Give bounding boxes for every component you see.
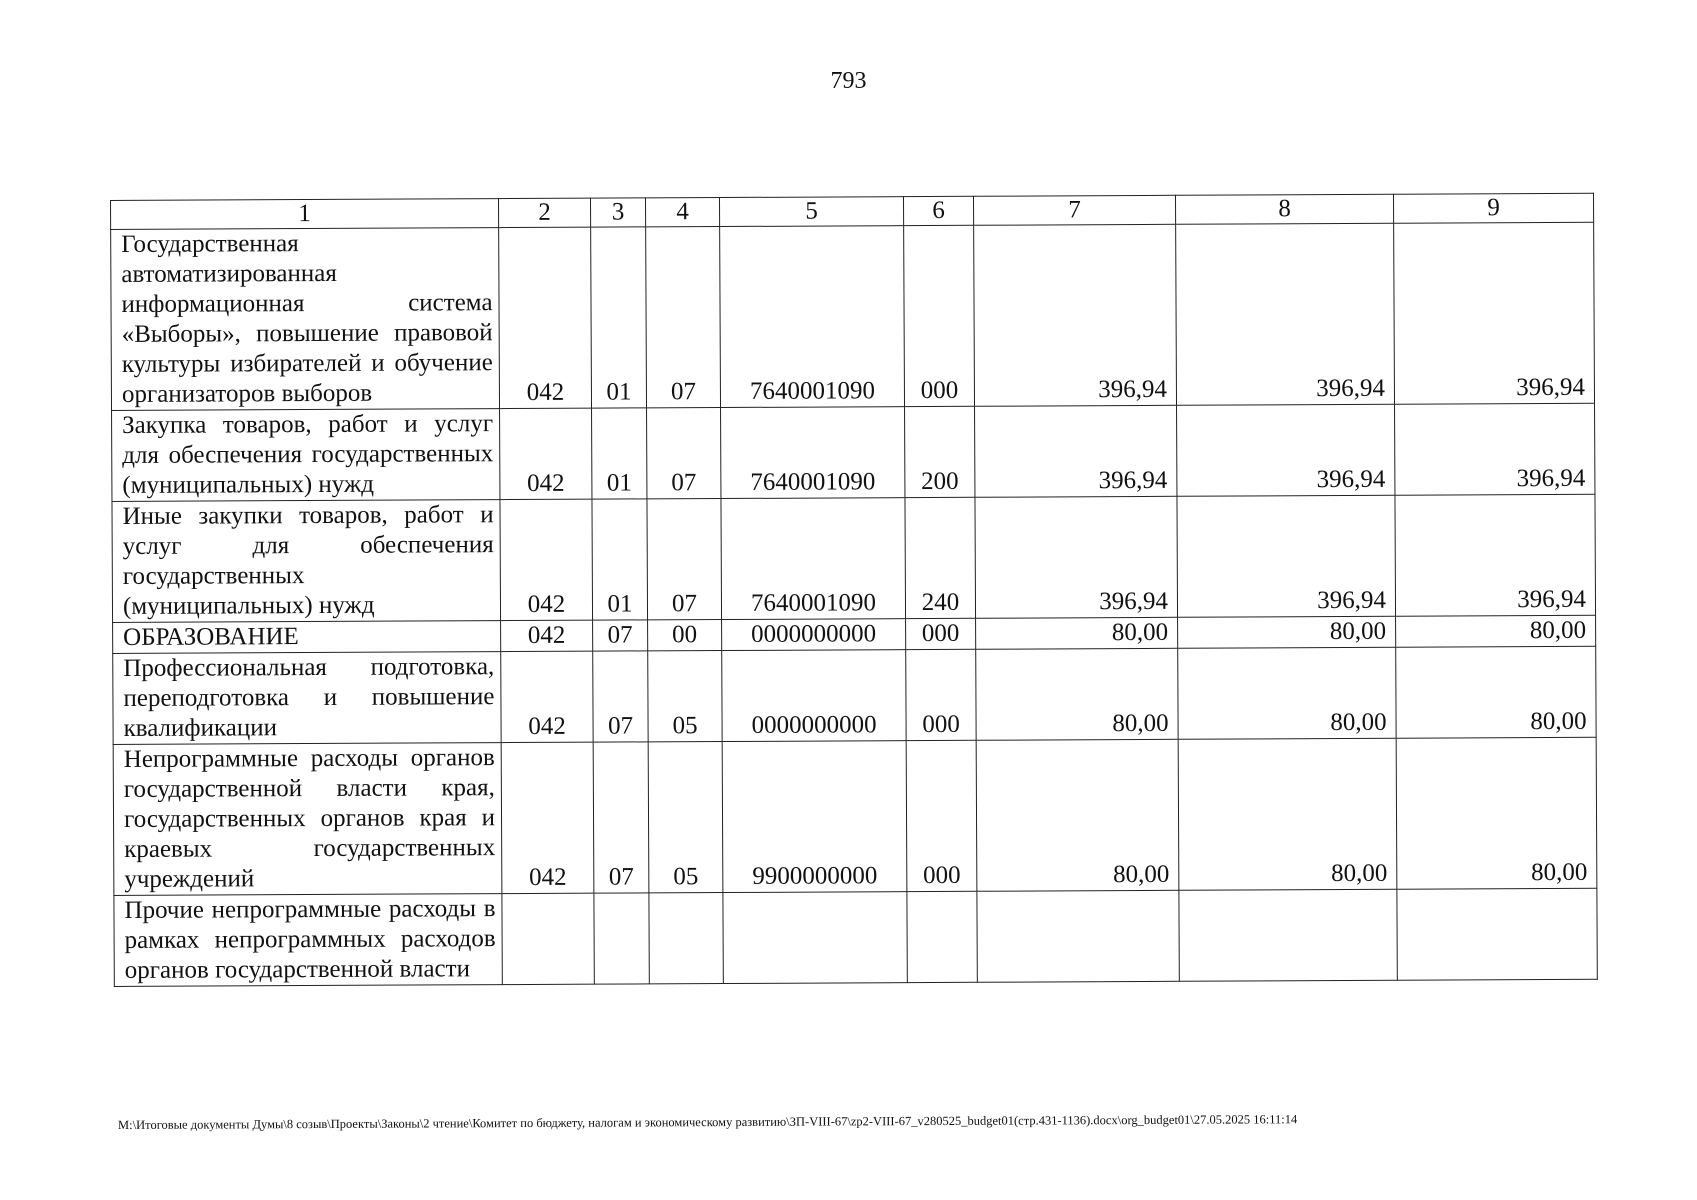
row-name-cell: Непрограммные расходы органов государственной власти края, государственных органов края и краевых государственных учреждений	[113, 743, 502, 896]
amount-cell: 396,94	[1176, 223, 1395, 405]
column-header: 2	[498, 198, 590, 227]
target-article-cell: 0000000000	[722, 650, 906, 742]
amount-cell: 396,94	[974, 224, 1177, 406]
subsection-cell: 05	[648, 651, 722, 742]
ministry-code-cell: 042	[501, 742, 594, 893]
row-name-cell: Профессиональная подготовка, переподготовка и повышение квалификации	[113, 652, 501, 745]
column-header: 1	[111, 199, 499, 230]
target-article-cell: 7640001090	[721, 407, 905, 499]
section-cell: 07	[593, 620, 648, 651]
expense-type-cell: 000	[904, 225, 975, 406]
amount-cell: 396,94	[1395, 494, 1596, 616]
row-name-cell: Закупка товаров, работ и услуг для обеспечения государственных (муниципальных) нужд	[112, 409, 500, 502]
amount-cell: 396,94	[1177, 404, 1395, 496]
amount-cell	[1179, 889, 1397, 981]
row-name-cell: Государственная автоматизированная информационная система «Выборы», повышение правовой культуры избирателей и обучение организаторов выборов	[111, 228, 500, 411]
column-header: 3	[590, 198, 645, 227]
ministry-code-cell	[502, 893, 594, 984]
target-article-cell	[723, 892, 907, 984]
column-header: 7	[973, 195, 1175, 225]
ministry-code-cell: 042	[500, 499, 593, 620]
ministry-code-cell: 042	[501, 651, 593, 742]
section-cell: 01	[591, 227, 647, 408]
expense-type-cell: 000	[906, 740, 977, 891]
amount-cell: 396,94	[975, 496, 1178, 618]
target-article-cell: 7640001090	[720, 226, 905, 408]
footer-file-path: M:\Итоговые документы Думы\8 созыв\Проекты\Законы\2 чтение\Комитет по бюджету, налогам и экономическому развитию\ЗП-VIII-67\zp2-VIII-67_v280525_budget01(стр.431-1136).docx\org_budget01\27.05.2025 16:11:14	[118, 1112, 1298, 1132]
ministry-code-cell: 042	[500, 408, 592, 499]
column-header: 4	[645, 198, 719, 227]
column-header: 9	[1393, 193, 1593, 223]
row-name-cell: ОБРАЗОВАНИЕ	[113, 621, 501, 654]
table-row	[113, 737, 1597, 895]
section-cell: 01	[592, 408, 647, 499]
amount-cell: 396,94	[1395, 403, 1595, 495]
amount-cell: 80,00	[1396, 615, 1596, 647]
subsection-cell: 00	[648, 620, 722, 651]
expense-type-cell: 000	[906, 649, 976, 740]
section-cell: 07	[593, 742, 649, 893]
table-row	[112, 494, 1596, 622]
row-name-cell: Прочие непрограммные расходы в рамках непрограммных расходов органов государственной власти	[114, 894, 502, 987]
table-row	[114, 888, 1597, 986]
amount-cell: 80,00	[1396, 646, 1596, 738]
column-header: 8	[1175, 194, 1393, 224]
expense-type-cell: 000	[906, 618, 976, 649]
column-header: 6	[903, 196, 973, 225]
subsection-cell	[649, 893, 723, 984]
row-name-cell: Иные закупки товаров, работ и услуг для обеспечения государственных (муниципальных) нужд	[112, 500, 501, 623]
table-row	[113, 646, 1596, 744]
amount-cell: 80,00	[1396, 737, 1597, 889]
amount-cell: 80,00	[976, 648, 1178, 740]
target-article-cell: 7640001090	[721, 498, 906, 620]
subsection-cell: 05	[648, 742, 723, 893]
amount-cell	[977, 890, 1179, 982]
subsection-cell: 07	[646, 227, 721, 408]
column-header: 5	[719, 197, 903, 227]
expense-type-cell	[907, 891, 977, 982]
ministry-code-cell: 042	[499, 227, 592, 408]
amount-cell: 80,00	[976, 739, 1179, 891]
section-cell	[594, 893, 649, 984]
expense-type-cell: 240	[905, 497, 976, 618]
amount-cell: 80,00	[1178, 647, 1396, 739]
subsection-cell: 07	[647, 499, 722, 620]
ministry-code-cell: 042	[501, 620, 593, 651]
amount-cell: 396,94	[1177, 495, 1396, 617]
target-article-cell: 0000000000	[722, 619, 906, 651]
amount-cell: 80,00	[976, 617, 1178, 649]
table-row	[111, 222, 1595, 410]
expense-type-cell: 200	[905, 406, 975, 497]
amount-cell: 396,94	[975, 405, 1177, 497]
amount-cell: 80,00	[1178, 616, 1396, 648]
amount-cell	[1397, 888, 1597, 980]
amount-cell: 80,00	[1178, 738, 1397, 890]
budget-table	[110, 193, 1598, 987]
subsection-cell: 07	[647, 408, 721, 499]
section-cell: 07	[593, 651, 648, 742]
section-cell: 01	[592, 499, 648, 620]
table-row	[112, 403, 1595, 501]
amount-cell: 396,94	[1394, 222, 1595, 404]
target-article-cell: 9900000000	[722, 741, 907, 893]
page-number: 793	[830, 68, 867, 94]
